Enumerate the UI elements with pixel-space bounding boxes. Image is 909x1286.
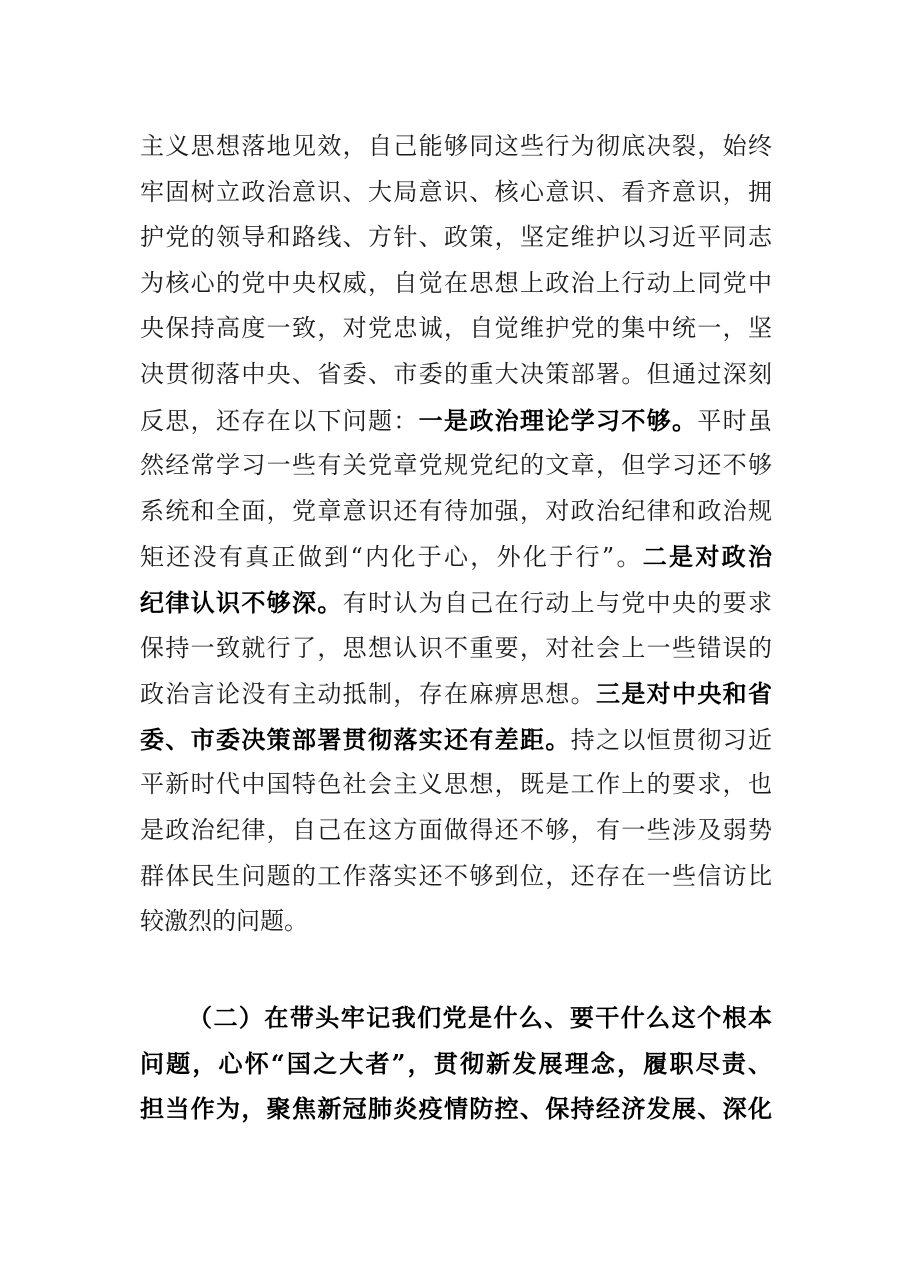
body-text: 央保持高度一致，对党忠诚，自觉维护党的集中统一，坚: [140, 314, 772, 343]
text-line: [140, 762, 772, 808]
bold-heading-text: 一是政治理论学习不够。: [418, 405, 698, 435]
text-line: [140, 443, 772, 489]
text-line: [140, 398, 772, 444]
bold-heading-text: 纪律认识不够深。: [140, 587, 343, 617]
section-heading-line: 问题，心怀“国之大者”，贯彻新发展理念，履职尽责、: [140, 1048, 772, 1078]
bold-heading-text: 三是对中央和省: [596, 679, 772, 709]
text-line: [140, 489, 772, 535]
body-text: 政治言论没有主动抵制，存在麻痹思想。: [140, 680, 596, 709]
body-text: 平新时代中国特色社会主义思想，既是工作上的要求，也: [140, 770, 772, 799]
body-text: 主义思想落地见效，自己能够同这些行为彻底决裂，始终: [140, 132, 772, 160]
body-text: 反思，还存在以下问题：: [140, 406, 419, 435]
bold-heading-text: 委、市委决策部署贯彻落实还有差距。: [140, 724, 571, 754]
body-text: 牢固树立政治意识、大局意识、核心意识、看齐意识，拥: [140, 177, 772, 206]
section-heading-2: [140, 995, 772, 1132]
bold-heading-text: 二是对政治: [642, 542, 772, 572]
body-text: 群体民生问题的工作落实还不够到位，还存在一些信访比: [140, 861, 772, 890]
body-text: 保持一致就行了，思想认识不重要，对社会上一些错误的: [140, 633, 772, 662]
text-line: [140, 808, 772, 854]
text-line: [140, 854, 772, 900]
body-text: 为核心的党中央权威，自觉在思想上政治上行动上同党中: [140, 268, 772, 297]
text-line: [140, 124, 772, 170]
text-line: [140, 671, 772, 717]
body-text: 矩还没有真正做到“内化于心，外化于行”。: [140, 543, 643, 572]
section-heading-line: （二）在带头牢记我们党是什么、要干什么这个根本: [188, 1003, 772, 1032]
body-text: 有时认为自己在行动上与党中央的要求: [342, 588, 772, 617]
body-text: 是政治纪律，自己在这方面做得还不够，有一些涉及弱势: [140, 815, 772, 844]
section-heading-line: 担当作为，聚焦新冠肺炎疫情防控、保持经济发展、深化: [140, 1094, 772, 1124]
body-paragraph: [140, 124, 772, 945]
body-text: 护党的领导和路线、方针、政策，坚定维护以习近平同志: [140, 223, 772, 252]
body-text: 决贯彻落中央、省委、市委的重大决策部署。但通过深刻: [140, 359, 772, 388]
text-line: [140, 626, 772, 672]
body-text: 然经常学习一些有关党章党规党纪的文章，但学习还不够: [140, 451, 772, 480]
text-line: [140, 534, 772, 580]
text-line: [140, 306, 772, 352]
body-text: 系统和全面，党章意识还有待加强，对政治纪律和政治规: [140, 496, 772, 525]
text-line: [140, 261, 772, 307]
text-line: [140, 717, 772, 763]
text-line: [140, 352, 772, 398]
body-text: 持之以恒贯彻习近: [570, 725, 772, 754]
text-line: [140, 580, 772, 626]
body-text: 平时虽: [697, 406, 772, 435]
text-line: [140, 899, 772, 945]
text-line: [140, 170, 772, 216]
body-text: 较激烈的问题。: [140, 907, 308, 936]
text-line: [140, 215, 772, 261]
